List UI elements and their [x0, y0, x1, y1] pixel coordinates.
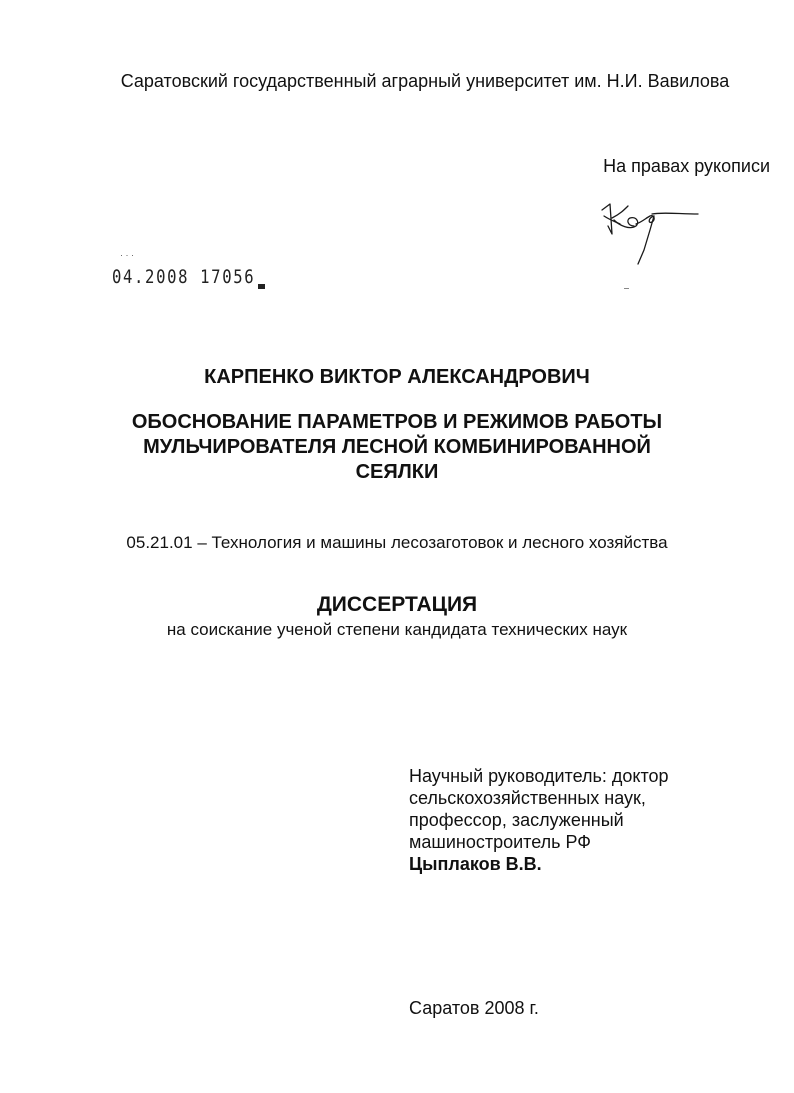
university-name: Саратовский государственный аграрный университет им. Н.И. Вавилова: [120, 71, 730, 91]
degree-description: на соискание ученой степени кандидата технических наук: [166, 620, 628, 639]
supervisor-name: Цыплаков В.В.: [409, 854, 542, 874]
scan-speck: [624, 288, 629, 289]
author-name: КАРПЕНКО ВИКТОР АЛЕКСАНДРОВИЧ: [204, 366, 590, 388]
title-line: МУЛЬЧИРОВАТЕЛЯ ЛЕСНОЙ КОМБИНИРОВАННОЙ: [143, 436, 651, 458]
stamp-mark: [258, 284, 265, 289]
dissertation-title: [100, 410, 694, 485]
supervisor-line: машиностроитель РФ: [409, 832, 591, 852]
specialty-code: 05.21.01 – Технология и машины лесозаготовок и лесного хозяйства: [126, 533, 668, 552]
supervisor-block: [409, 765, 739, 875]
supervisor-line: Научный руководитель: доктор: [409, 766, 669, 786]
city-year: Саратов 2008 г.: [409, 998, 539, 1018]
supervisor-line: профессор, заслуженный: [409, 810, 624, 830]
degree-type: ДИССЕРТАЦИЯ: [316, 593, 478, 616]
manuscript-note: На правах рукописи: [603, 156, 770, 176]
supervisor-line: сельскохозяйственных наук,: [409, 788, 646, 808]
library-stamp-code: 04.2008 17056: [112, 266, 256, 288]
title-line: СЕЯЛКИ: [355, 461, 439, 483]
stamp-dots: · · ·: [120, 250, 134, 260]
title-line: ОБОСНОВАНИЕ ПАРАМЕТРОВ И РЕЖИМОВ РАБОТЫ: [131, 411, 663, 433]
handwritten-signature: [590, 190, 710, 290]
